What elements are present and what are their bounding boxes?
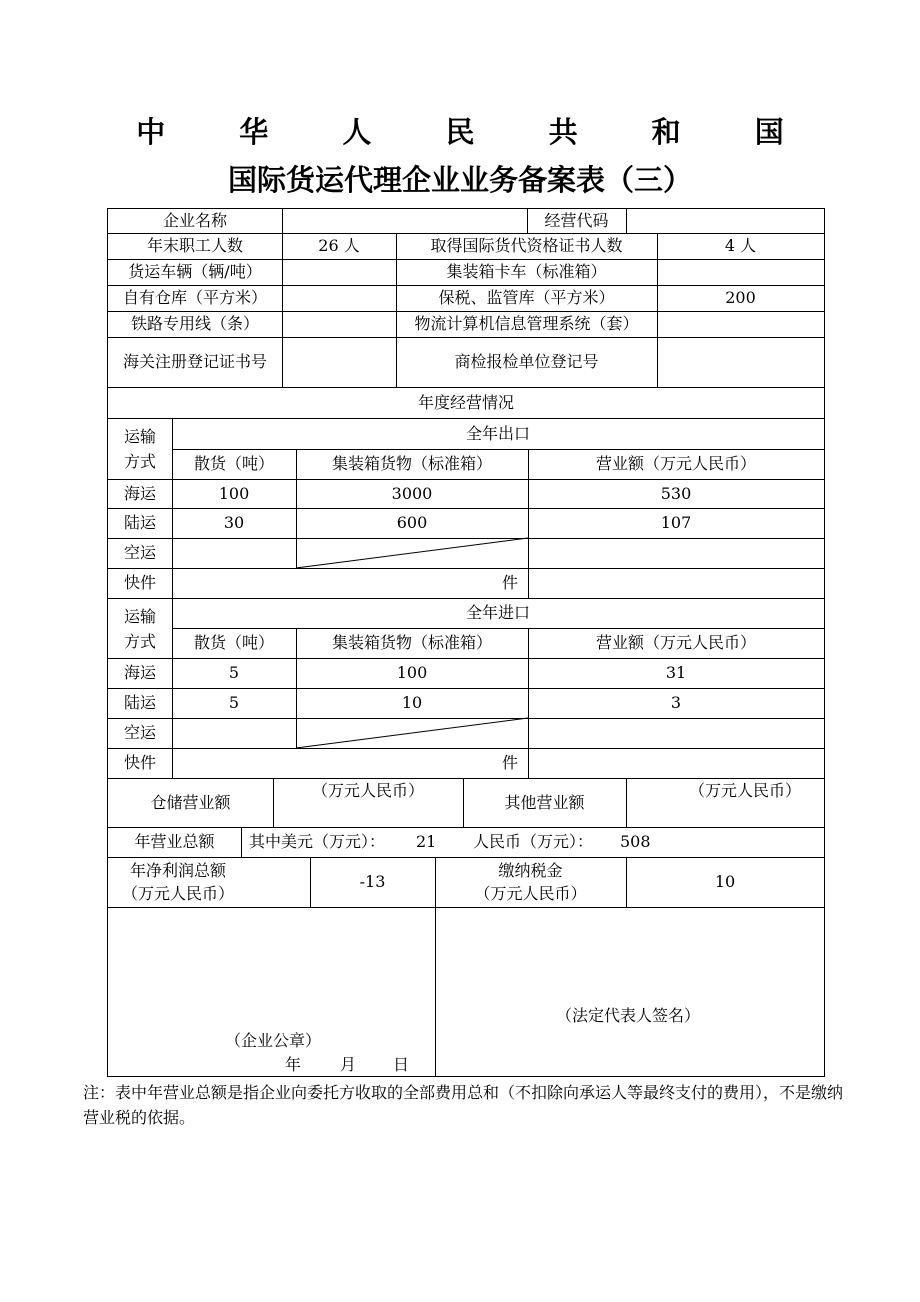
it-system-label: 物流计算机信息管理系统（套） — [414, 314, 639, 333]
import-land-container[interactable]: 10 — [401, 693, 423, 712]
tax-label-line1: 缴纳税金 — [498, 861, 563, 880]
export-transport-mode-label: 运输方式 — [123, 427, 156, 471]
customs-reg-value[interactable] — [282, 337, 396, 387]
footnote: 注：表中年营业总额是指企业向委托方收取的全部费用总和（不扣除向承运人等最终支付的费用），不是缴纳营业税的依据。 — [83, 1083, 844, 1127]
import-col-revenue: 营业额（万元人民币） — [595, 633, 756, 652]
net-profit-label-line2: （万元人民币） — [121, 884, 234, 903]
import-sea-bulk[interactable]: 5 — [228, 663, 240, 682]
warehouse-label: 自有仓库（平方米） — [122, 288, 267, 307]
usd-label: 其中美元（万元）： — [249, 832, 386, 851]
company-seal-label: （企业公章） — [224, 1031, 321, 1050]
date-day: 日 — [392, 1055, 409, 1074]
rmb-value[interactable]: 508 — [620, 832, 651, 851]
annual-section-title: 年度经营情况 — [417, 392, 514, 412]
import-transport-mode-label: 运输方式 — [123, 607, 156, 651]
company-name-value[interactable] — [282, 209, 527, 233]
net-profit-value[interactable]: -13 — [359, 872, 386, 891]
export-title: 全年出口 — [465, 423, 530, 443]
import-air-bulk[interactable] — [172, 718, 296, 748]
container-trucks-label: 集装箱卡车（标准箱） — [446, 262, 607, 281]
usd-value[interactable]: 21 — [416, 832, 437, 851]
import-express-revenue[interactable] — [528, 748, 824, 778]
warehouse-value[interactable] — [282, 285, 396, 311]
export-express-label: 快件 — [123, 573, 156, 592]
company-name-label: 企业名称 — [162, 211, 227, 230]
page-title-form: 国际货运代理企业业务备案表（三） — [227, 163, 692, 197]
import-sea-container[interactable]: 100 — [396, 663, 428, 682]
storage-revenue-unit: （万元人民币） — [311, 781, 424, 800]
customs-reg-label: 海关注册登记证书号 — [122, 352, 267, 371]
page-title-country: 中 华 人 民 共 和 国 — [136, 115, 816, 149]
export-express-revenue[interactable] — [528, 568, 824, 598]
inspection-reg-label: 商检报检单位登记号 — [454, 352, 599, 371]
export-land-revenue[interactable]: 107 — [660, 513, 692, 532]
legal-rep-signature-label: （法定代表人签名） — [555, 1006, 700, 1025]
registration-form-table — [107, 208, 825, 1077]
air-import-diagonal — [296, 718, 528, 748]
storage-revenue-label: 仓储营业额 — [150, 792, 231, 812]
import-sea-label: 海运 — [123, 663, 156, 682]
import-col-bulk: 散货（吨） — [193, 633, 274, 652]
inspection-reg-value[interactable] — [657, 337, 824, 387]
bonded-label: 保税、监管库（平方米） — [438, 288, 615, 307]
import-express-unit: 件 — [501, 753, 518, 772]
date-year: 年 — [284, 1055, 301, 1074]
employees-value[interactable]: 26 人 — [318, 236, 360, 255]
trucks-label: 货运车辆（辆/吨） — [128, 262, 262, 281]
tax-value[interactable]: 10 — [714, 872, 736, 891]
import-title: 全年进口 — [465, 603, 530, 622]
export-express-unit: 件 — [501, 573, 518, 592]
export-air-label: 空运 — [123, 543, 156, 562]
import-col-container: 集装箱货物（标准箱） — [331, 633, 492, 652]
import-land-bulk[interactable]: 5 — [228, 693, 240, 712]
business-code-value[interactable] — [626, 209, 824, 233]
export-sea-bulk[interactable]: 100 — [218, 483, 250, 503]
business-code-label: 经营代码 — [544, 211, 609, 230]
employees-label: 年末职工人数 — [146, 236, 243, 255]
certified-value[interactable]: 4 人 — [724, 236, 757, 255]
it-system-value[interactable] — [657, 311, 824, 337]
import-land-revenue[interactable]: 3 — [670, 693, 682, 712]
air-export-diagonal — [296, 538, 528, 568]
other-revenue-unit: （万元人民币） — [688, 781, 801, 800]
trucks-value[interactable] — [282, 259, 396, 285]
export-air-revenue[interactable] — [528, 538, 824, 568]
export-air-bulk[interactable] — [172, 538, 296, 568]
export-col-bulk: 散货（吨） — [193, 454, 274, 473]
certified-label: 取得国际货代资格证书人数 — [430, 236, 623, 255]
railway-value[interactable] — [282, 311, 396, 337]
container-trucks-value[interactable] — [657, 259, 824, 285]
export-sea-label: 海运 — [123, 483, 156, 503]
rmb-label: 人民币（万元）： — [473, 832, 594, 851]
import-air-revenue[interactable] — [528, 718, 824, 748]
import-air-label: 空运 — [123, 723, 156, 742]
tax-label-line2: （万元人民币） — [474, 884, 587, 903]
total-revenue-label: 年营业总额 — [134, 832, 215, 851]
bonded-value[interactable]: 200 — [725, 288, 756, 307]
import-express-label: 快件 — [123, 753, 156, 772]
import-sea-revenue[interactable]: 31 — [665, 663, 687, 682]
export-col-container: 集装箱货物（标准箱） — [331, 454, 492, 473]
other-revenue-label: 其他营业额 — [504, 792, 585, 812]
export-sea-container[interactable]: 3000 — [391, 483, 433, 503]
date-month: 月 — [339, 1055, 356, 1074]
import-land-label: 陆运 — [123, 693, 156, 712]
export-land-bulk[interactable]: 30 — [223, 513, 245, 532]
export-land-label: 陆运 — [123, 513, 156, 532]
export-sea-revenue[interactable]: 530 — [660, 483, 692, 503]
net-profit-label-line1: 年净利润总额 — [129, 861, 226, 880]
railway-label: 铁路专用线（条） — [130, 314, 259, 333]
export-land-container[interactable]: 600 — [396, 513, 428, 532]
export-col-revenue: 营业额（万元人民币） — [595, 454, 756, 473]
